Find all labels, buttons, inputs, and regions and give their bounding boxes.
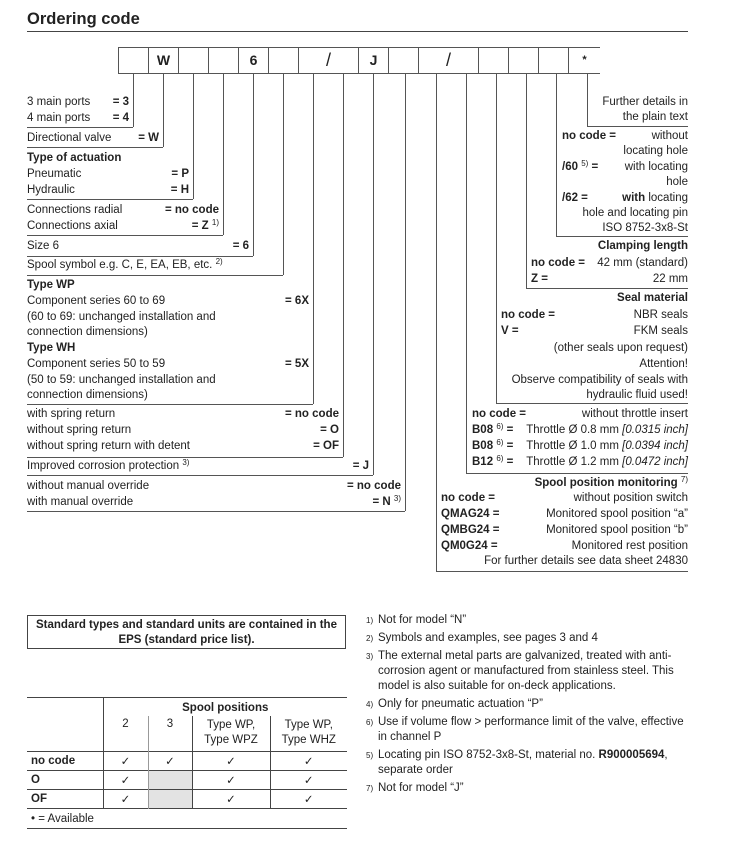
bracket-line [27, 511, 405, 512]
title-divider [27, 31, 688, 32]
code-box-8: J [358, 47, 388, 73]
option-code: = no code [347, 480, 401, 492]
code-box-1 [118, 47, 148, 73]
option-code: /60 [562, 161, 578, 173]
column-header-line: Type WP, [284, 719, 333, 732]
option-code: QM0G24 = [441, 540, 498, 552]
option-label: hole [666, 176, 688, 188]
option-label: Component series 60 to 69 [27, 295, 166, 307]
section-heading: Type WH [27, 342, 76, 354]
table-row [27, 771, 347, 790]
footnote-ref: 7) [680, 475, 688, 484]
footnote-ref: 6) [496, 422, 504, 431]
section-heading: Seal material [617, 292, 688, 304]
option-label: Monitored spool position “a” [546, 508, 688, 520]
footnote-number: 1) [366, 616, 374, 625]
option-code: = H [170, 184, 189, 196]
check-cell: ✓ [303, 775, 314, 787]
option-note: (50 to 59: unchanged installation and [27, 374, 216, 386]
bracket-line [436, 571, 688, 572]
inch-value: [0.0315 inch] [622, 424, 688, 436]
bracket-line [27, 475, 373, 476]
bracket-line [556, 236, 688, 237]
option-label: Hydraulic [27, 184, 75, 196]
bracket-line [27, 235, 223, 236]
further-details-text: For further details see data sheet 24830 [484, 555, 688, 567]
footnote-text: The external metal parts are galvanized, treated with anti-corrosion agent or manufactured from stainless steel. This model is also suitable for on-deck applications. [378, 650, 674, 692]
option-label: NBR seals [633, 309, 688, 321]
seal-note: Observe compatibility of seals with [511, 374, 688, 386]
option-label: with spring return [27, 408, 116, 420]
option-code: = N [372, 496, 391, 508]
option-code: V = [501, 325, 519, 337]
check-cell: ✓ [103, 790, 148, 809]
option-label: 22 mm [652, 273, 688, 285]
bracket-line [466, 73, 467, 473]
option-code: = J [352, 460, 369, 472]
option-code: B08 [472, 424, 494, 436]
option-code: = 6 [232, 240, 249, 252]
option-label: without position switch [573, 492, 688, 504]
option-label: hole and locating pin [582, 207, 688, 219]
code-box-2: W [148, 47, 178, 73]
option-code: QMBG24 = [441, 524, 500, 536]
bracket-line [27, 199, 193, 200]
check-cell: ✓ [103, 771, 148, 790]
option-code: no code = [472, 408, 526, 420]
bracket-line [466, 473, 688, 474]
option-code: = OF [313, 440, 339, 452]
option-label: Throttle Ø 1.0 mm [526, 440, 619, 452]
note-line: EPS (standard price list). [118, 634, 255, 646]
code-row-bottom-line [118, 73, 600, 74]
footnote [366, 631, 696, 646]
option-code: B12 [472, 456, 494, 468]
footnote-text: Locating pin ISO 8752-3x8-St, material no. [378, 749, 599, 761]
footnote-number: 4) [366, 700, 374, 709]
code-box-3 [178, 47, 208, 73]
footnote-text: , separate order [378, 749, 668, 776]
footnote-number: 5) [366, 751, 374, 760]
option-label: Pneumatic [27, 168, 82, 180]
group-header: Spool positions [103, 698, 347, 716]
code-box-11 [478, 47, 508, 73]
option-label: Connections radial [27, 204, 123, 216]
column-header-line: Type WP, [206, 719, 256, 732]
seal-note: hydraulic fluid used! [586, 389, 688, 401]
footnote-ref: 3) [393, 494, 401, 503]
code-box-12 [508, 47, 538, 73]
bracket-line [313, 73, 314, 404]
further-details-text: the plain text [622, 111, 688, 123]
seal-note: (other seals upon request) [553, 342, 688, 354]
check-cell: ✓ [303, 756, 314, 768]
footnote-number: 7) [366, 784, 374, 793]
inch-value: [0.0394 inch] [622, 440, 688, 452]
bracket-line [496, 403, 688, 404]
option-label: without spring return [27, 424, 132, 436]
code-box-9 [388, 47, 418, 73]
table-row [27, 752, 347, 771]
footnote [366, 697, 696, 712]
unavailable-cell [148, 771, 192, 790]
option-code: /62 = [562, 192, 588, 204]
page-title: Ordering code [27, 10, 140, 28]
option-label: Directional valve [27, 132, 112, 144]
check-cell: ✓ [192, 790, 270, 809]
code-box-5: 6 [238, 47, 268, 73]
option-label: Improved corrosion protection [27, 460, 180, 472]
check-cell: ✓ [192, 752, 270, 771]
footnote [366, 781, 696, 796]
bracket-line [405, 73, 406, 511]
option-code: = 3 [112, 96, 129, 108]
row-label: no code [27, 752, 103, 771]
option-label: without [651, 130, 688, 142]
code-box-4 [208, 47, 238, 73]
option-code: no code = [531, 257, 585, 269]
footnote-number: 3) [366, 652, 374, 661]
section-heading: Type of actuation [27, 152, 122, 164]
option-code: = Z [191, 220, 209, 232]
footnote-text: Only for pneumatic actuation “P” [378, 698, 543, 710]
material-number: R900005694 [598, 749, 665, 761]
option-label: without throttle insert [581, 408, 688, 420]
option-label: without spring return with detent [27, 440, 191, 452]
equals-sign: = [591, 161, 599, 173]
column-header-line: Type WPZ [204, 734, 258, 747]
column-header [192, 716, 270, 752]
column-header: 3 [148, 716, 192, 752]
footnote-text: Use if volume flow > performance limit of the valve, effective in channel P [378, 716, 684, 743]
table-legend: • = Available [31, 812, 94, 825]
option-label: 4 main ports [27, 112, 91, 124]
option-code: = 4 [112, 112, 129, 124]
bracket-line [587, 73, 588, 126]
option-label-bold: with [622, 192, 646, 204]
bracket-line [436, 73, 437, 571]
check-cell: ✓ [192, 771, 270, 790]
option-code: = P [171, 168, 189, 180]
bracket-line [373, 73, 374, 475]
bracket-line [526, 73, 527, 288]
option-code: no code = [562, 130, 616, 142]
option-label: with manual override [27, 496, 134, 508]
option-code: QMAG24 = [441, 508, 500, 520]
option-label: without manual override [27, 480, 150, 492]
option-label: Spool symbol e.g. C, E, EA, EB, etc. [27, 259, 213, 271]
spool-positions-table [27, 697, 347, 829]
footnote-ref: 6) [496, 454, 504, 463]
bracket-line [496, 73, 497, 403]
option-label: Throttle Ø 0.8 mm [526, 424, 619, 436]
bracket-line [163, 73, 164, 147]
bracket-line [223, 73, 224, 235]
option-code: = 6X [285, 295, 309, 307]
footnote [366, 715, 686, 745]
standard-types-note [27, 615, 346, 649]
code-box-14: * [568, 47, 600, 73]
option-code: = O [320, 424, 339, 436]
option-code: no code = [441, 492, 495, 504]
code-box-10-slash: / [418, 47, 478, 73]
code-box-6 [268, 47, 298, 73]
footnote-number: 2) [366, 634, 374, 643]
row-label: OF [27, 790, 103, 809]
option-code: Z = [531, 273, 548, 285]
option-label: Monitored spool position “b” [546, 524, 688, 536]
table-corner [27, 698, 103, 752]
check-cell: ✓ [303, 794, 314, 806]
bracket-line [27, 275, 283, 276]
bracket-line [253, 73, 254, 256]
section-heading: Spool position monitoring [534, 477, 678, 489]
option-label: Component series 50 to 59 [27, 358, 166, 370]
check-cell: ✓ [148, 752, 192, 771]
footnote [366, 649, 691, 694]
row-label: O [27, 771, 103, 790]
option-code: = W [138, 132, 159, 144]
note-line: Standard types and standard units are contained in the [36, 619, 337, 631]
bracket-line [556, 73, 557, 236]
option-code: = 5X [285, 358, 309, 370]
section-heading: Clamping length [597, 240, 688, 252]
bracket-line [27, 147, 163, 148]
footnote-ref: 3) [182, 458, 190, 467]
code-box-7-slash: / [298, 47, 358, 73]
section-heading: Type WP [27, 279, 75, 291]
option-note: connection dimensions) [27, 326, 148, 338]
option-note: (60 to 69: unchanged installation and [27, 311, 216, 323]
bracket-line [27, 127, 133, 128]
option-label: 3 main ports [27, 96, 91, 108]
footnote-ref: 5) [581, 159, 589, 168]
bracket-line [283, 73, 284, 275]
footnote-ref: 1) [211, 218, 219, 227]
option-label: with locating [624, 161, 688, 173]
option-label: Connections axial [27, 220, 118, 232]
option-label: ISO 8752-3x8-St [602, 222, 688, 234]
option-code: B08 [472, 440, 494, 452]
check-cell: ✓ [103, 752, 148, 771]
footnote-number: 6) [366, 718, 374, 727]
option-label: locating hole [623, 145, 688, 157]
bracket-line [133, 73, 134, 127]
seal-attention: Attention! [639, 358, 688, 370]
footnote-text: Not for model “J” [378, 782, 464, 794]
bracket-line [526, 288, 688, 289]
column-header: 2 [103, 716, 148, 752]
bracket-line [587, 126, 688, 127]
column-header [270, 716, 347, 752]
footnote-ref: 2) [215, 257, 223, 266]
option-label: Size 6 [27, 240, 59, 252]
option-label: locating [648, 192, 688, 204]
bracket-line [343, 73, 344, 457]
option-note: connection dimensions) [27, 389, 148, 401]
option-code: = no code [285, 408, 339, 420]
column-header-line: Type WHZ [281, 734, 336, 747]
unavailable-cell [148, 790, 192, 809]
code-box-13 [538, 47, 568, 73]
option-label: FKM seals [633, 325, 688, 337]
table-row [27, 790, 347, 809]
option-label: Monitored rest position [571, 540, 688, 552]
further-details-text: Further details in [602, 96, 688, 108]
footnote-text: Symbols and examples, see pages 3 and 4 [378, 632, 598, 644]
option-label: Throttle Ø 1.2 mm [526, 456, 619, 468]
bracket-line [193, 73, 194, 199]
footnote [366, 613, 696, 628]
option-label: 42 mm (standard) [597, 257, 688, 269]
option-code: no code = [501, 309, 555, 321]
footnote-ref: 6) [496, 438, 504, 447]
bracket-line [27, 404, 313, 405]
inch-value: [0.0472 inch] [622, 456, 688, 468]
option-code: = no code [165, 204, 219, 216]
footnote-text: Not for model “N” [378, 614, 467, 626]
footnote [366, 748, 696, 778]
